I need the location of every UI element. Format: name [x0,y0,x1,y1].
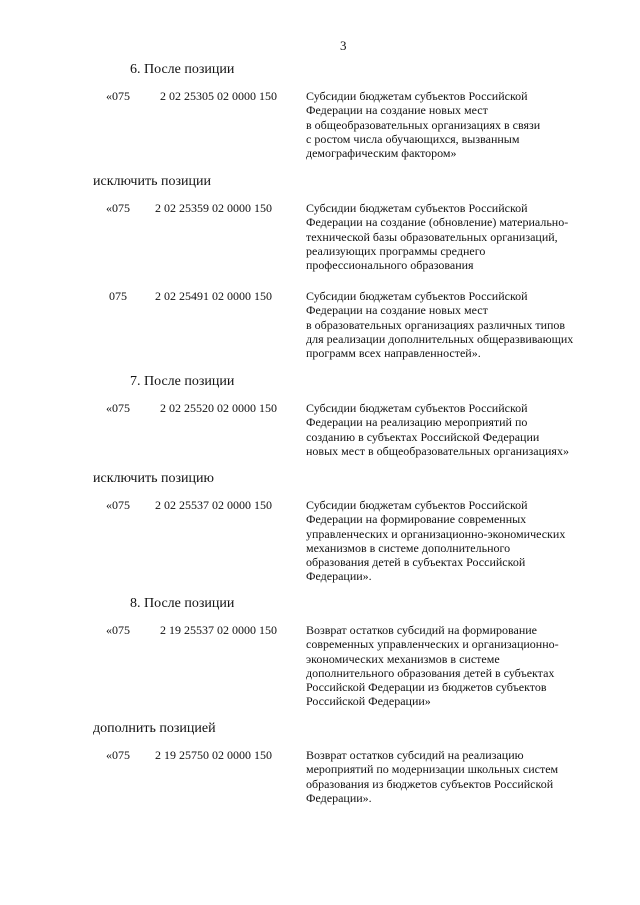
position-description [306,89,540,160]
action-label: исключить позиции [93,174,211,189]
position-description [306,748,558,805]
kbk-code: 2 02 25305 02 0000 150 [160,89,277,103]
description-line: Федерации на формирование современных [306,512,527,527]
admin-code: «075 [106,201,130,215]
section-heading-8: 8. После позиции [130,596,235,611]
description-line: программ всех направленностей». [306,346,481,361]
description-line: Российской Федерации» [306,694,431,709]
description-line: Возврат остатков субсидий на формирование [306,623,538,637]
admin-code: «075 [106,623,130,637]
admin-code: «075 [106,498,130,512]
admin-code: 075 [109,289,127,303]
position-description [306,289,573,360]
description-line: созданию в субъектах Российской Федерации [306,429,540,444]
description-line: дополнительного образования детей в субъектах [306,665,555,680]
description-line: в образовательных организациях различных типов [306,317,566,332]
page-number: 3 [340,38,347,53]
description-line: Федерации на создание новых мест [306,303,488,318]
description-line: современных управленческих и организационно- [306,637,559,652]
position-description [306,498,565,584]
position-description [306,401,569,458]
description-line: механизмов в системе дополнительного [306,540,511,555]
description-line: Российской Федерации из бюджетов субъектов [306,680,547,695]
kbk-code: 2 02 25520 02 0000 150 [160,401,277,415]
kbk-code: 2 19 25750 02 0000 150 [155,748,272,762]
description-line: новых мест в общеобразовательных организациях» [306,443,569,458]
description-line: Субсидии бюджетам субъектов Российской [306,401,528,415]
description-line: технической базы образовательных организаций, [306,229,558,244]
action-label: исключить позицию [93,471,214,486]
description-line: Субсидии бюджетам субъектов Российской [306,289,528,303]
description-line: Субсидии бюджетам субъектов Российской [306,89,528,103]
action-label: дополнить позицией [93,721,216,736]
description-line: реализующих программы среднего [306,243,486,258]
description-line: Субсидии бюджетам субъектов Российской [306,498,528,512]
description-line: Возврат остатков субсидий на реализацию [306,748,524,762]
description-line: образования детей в субъектах Российской [306,555,526,570]
description-line: Федерации на реализацию мероприятий по [306,415,528,430]
description-line: Федерации на создание новых мест [306,103,488,118]
description-line: экономических механизмов в системе [306,651,500,666]
admin-code: «075 [106,401,130,415]
description-line: Федерации». [306,790,372,805]
admin-code: «075 [106,89,130,103]
section-heading-7: 7. После позиции [130,374,235,389]
kbk-code: 2 02 25491 02 0000 150 [155,289,272,303]
description-line: Федерации на создание (обновление) материально- [306,215,569,230]
position-description [306,201,568,272]
position-description [306,623,559,709]
description-line: мероприятий по модернизации школьных систем [306,762,559,777]
description-line: Федерации». [306,569,372,584]
description-line: для реализации дополнительных общеразвивающих [306,331,574,346]
description-line: профессионального образования [306,258,474,273]
kbk-code: 2 02 25359 02 0000 150 [155,201,272,215]
description-line: образования из бюджетов субъектов Российской [306,776,554,791]
kbk-code: 2 02 25537 02 0000 150 [155,498,272,512]
admin-code: «075 [106,748,130,762]
kbk-code: 2 19 25537 02 0000 150 [160,623,277,637]
section-heading-6: 6. После позиции [130,62,235,77]
description-line: управленческих и организационно-экономических [306,526,566,541]
description-line: демографическим фактором» [306,146,457,161]
description-line: с ростом числа обучающихся, вызванным [306,131,520,146]
description-line: в общеобразовательных организациях в связи [306,117,541,132]
description-line: Субсидии бюджетам субъектов Российской [306,201,528,215]
